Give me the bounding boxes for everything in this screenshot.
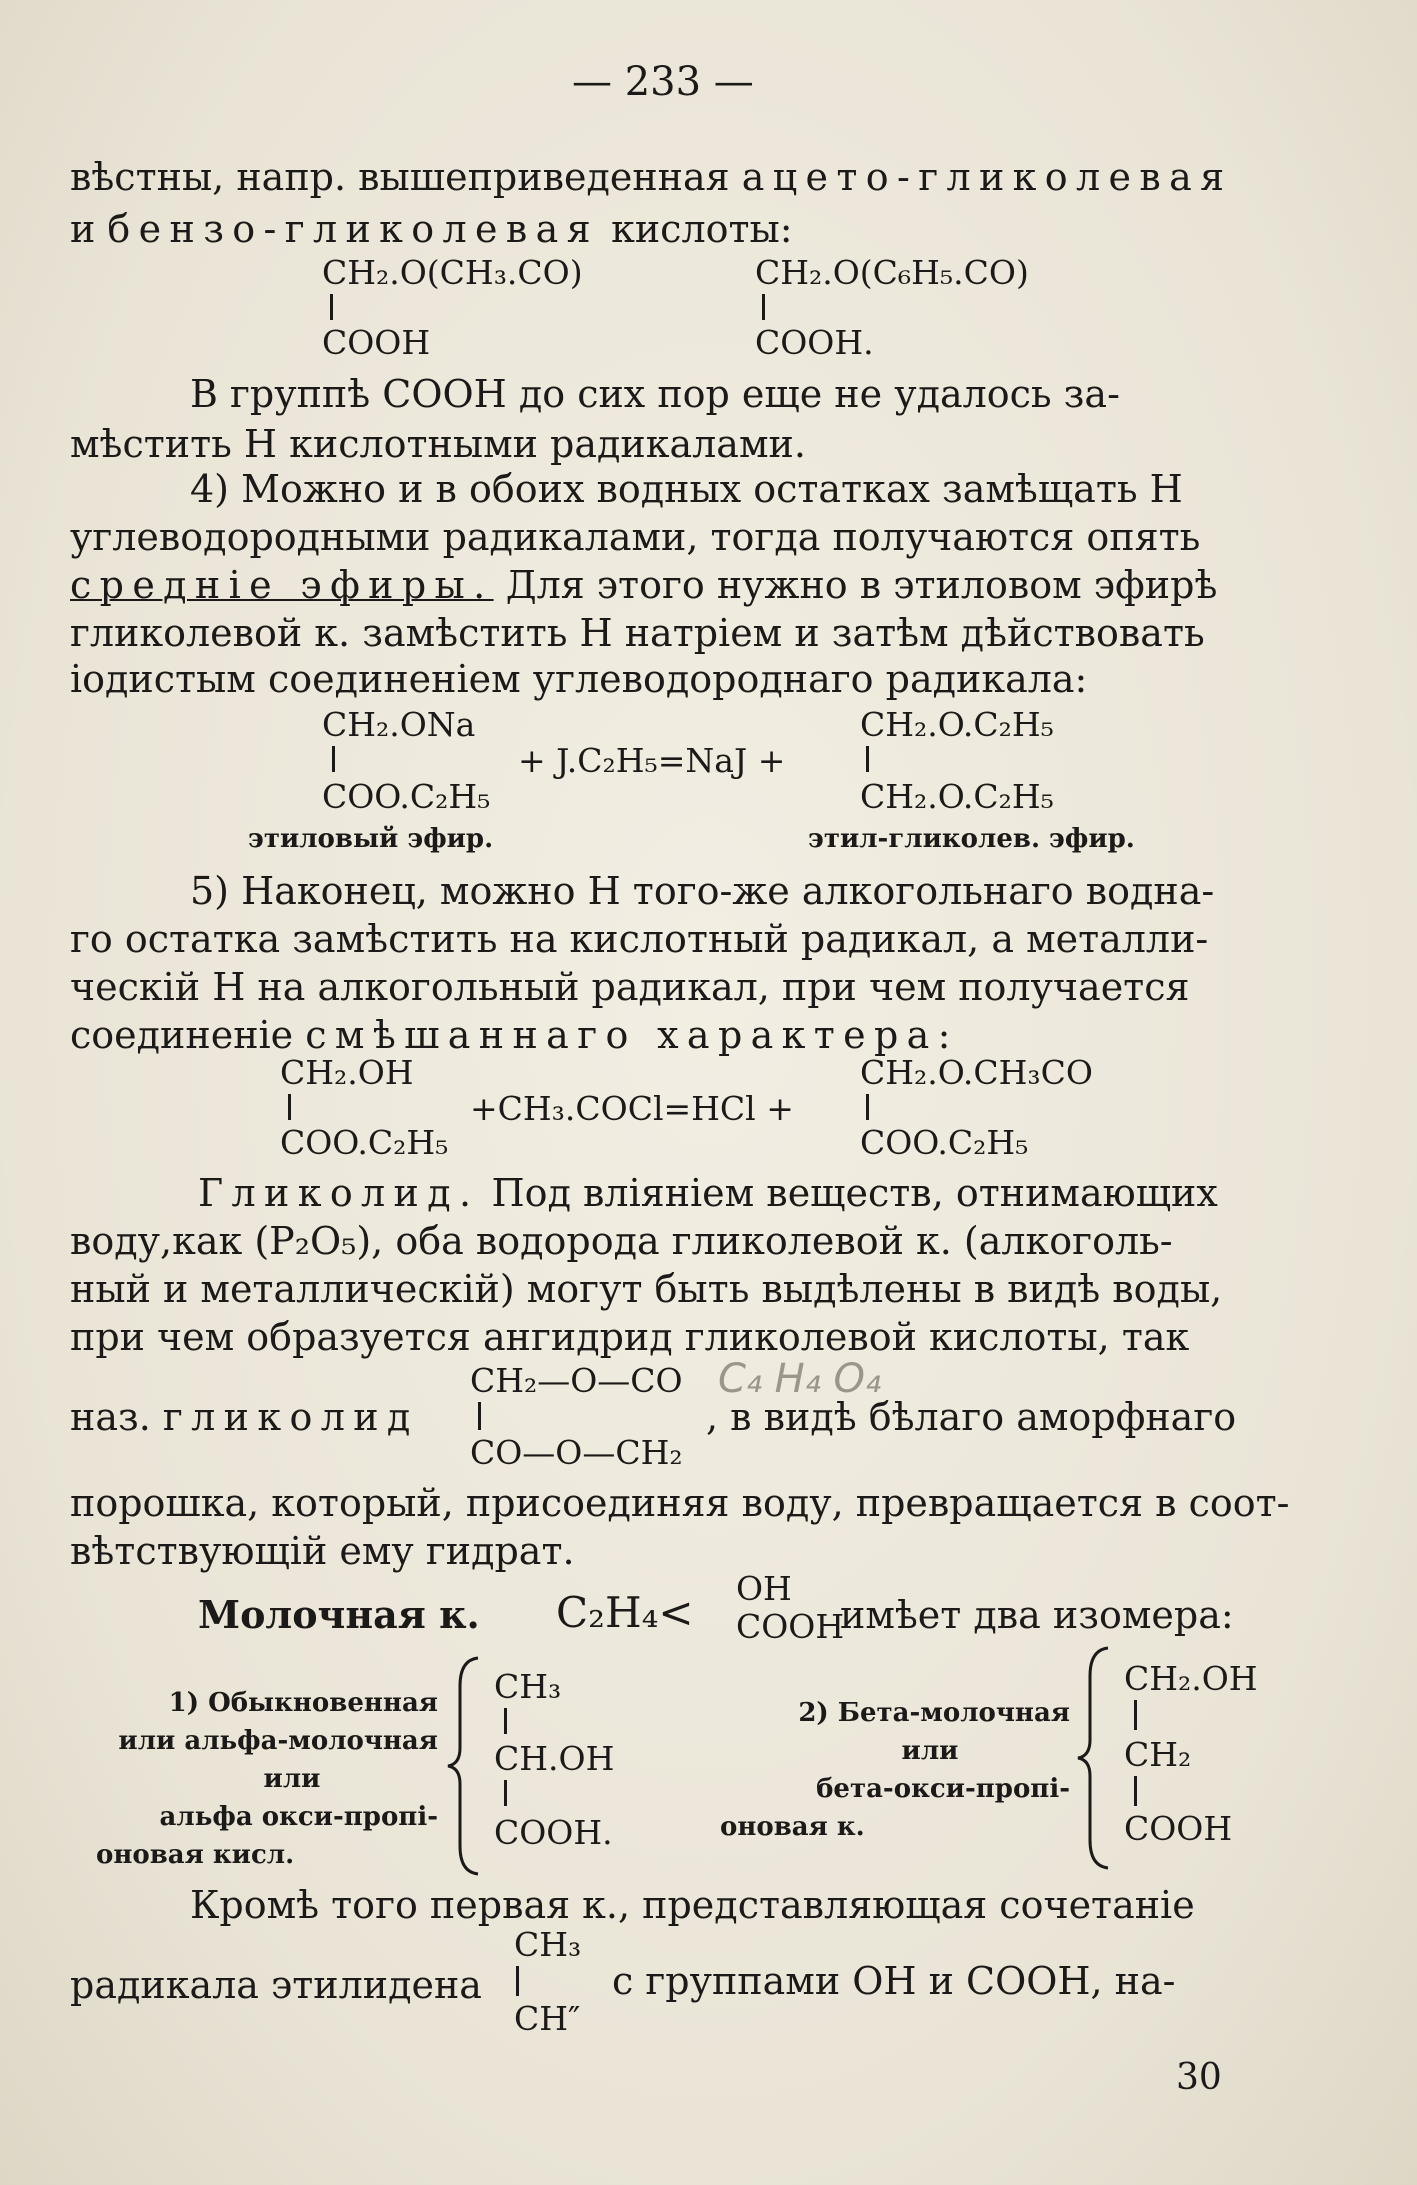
text-line: 4) Можно и в обоих водных остатках замѣщать Н xyxy=(190,467,1183,511)
left-brace-icon xyxy=(446,1656,486,1876)
beta-formula-1: CH₂.OH xyxy=(1124,1659,1258,1698)
text-line: ческій Н на алкогольный радикал, при чем получается xyxy=(70,965,1190,1009)
text-run: кислоты: xyxy=(611,207,793,251)
text-line: іодистым соединеніем углеводороднаго радикала: xyxy=(70,657,1088,701)
bond-line xyxy=(332,746,335,772)
term-glycolide: Гликолид. xyxy=(198,1171,480,1215)
bond-line xyxy=(762,294,765,320)
bond-line xyxy=(516,1966,519,1996)
text-line xyxy=(70,1013,959,1057)
label-line: или xyxy=(901,1736,959,1766)
label-line: 1) Обыкновенная xyxy=(168,1688,438,1718)
label-line: альфа окси-пропі- xyxy=(159,1802,438,1832)
eq1-middle: + J.C₂H₅=NaJ + xyxy=(518,741,786,780)
formula-aceto-bottom: COOH xyxy=(322,323,431,362)
text-line: при чем образуется ангидрид гликолевой кислоты, так xyxy=(70,1315,1190,1359)
bond-line xyxy=(504,1708,507,1734)
text-line: воду,как (P₂O₅), оба водорода гликолевой к. (алкоголь- xyxy=(70,1219,1173,1263)
bond-line xyxy=(866,746,869,772)
alpha-formula-3: COOH. xyxy=(494,1813,613,1852)
term-middle-ethers: средніе эфиры. xyxy=(70,563,494,607)
text-run: вѣстны, напр. вышеприведенная xyxy=(70,155,730,199)
text-line: Кромѣ того первая к., представляющая сочетаніе xyxy=(190,1883,1195,1927)
text-run: наз. xyxy=(70,1395,151,1439)
isomer-beta-label xyxy=(720,1694,1070,1846)
label-line: бета-окси-пропі- xyxy=(816,1774,1070,1804)
bond-line xyxy=(330,294,333,320)
page-number: — 233 — xyxy=(572,59,754,105)
lactic-cooh: COOH xyxy=(736,1607,845,1646)
bond-line xyxy=(1134,1776,1137,1806)
label-line: или xyxy=(263,1764,321,1794)
eq2-middle: +CH₃.COCl=HCl + xyxy=(470,1089,794,1128)
text-line: радикала этилидена xyxy=(70,1963,482,2007)
term-glycolide: гликолид xyxy=(162,1395,419,1439)
text-line: , в видѣ бѣлаго аморфнаго xyxy=(706,1395,1237,1439)
eq1-left-label: этиловый эфир. xyxy=(248,824,494,854)
bond-line xyxy=(504,1780,507,1806)
signature-mark: 30 xyxy=(1176,2057,1222,2098)
text-run: Для этого нужно в этиловом эфирѣ xyxy=(505,563,1218,607)
text-line: В группѣ СООН до сих пор еще не удалось за- xyxy=(190,372,1120,416)
glycolide-bottom: CO—O—CH₂ xyxy=(470,1433,683,1472)
text-line xyxy=(70,1395,419,1439)
text-line: 5) Наконец, можно Н того-же алкогольнаго водна- xyxy=(190,869,1215,913)
eq2-left-bottom: COO.C₂H₅ xyxy=(280,1123,449,1162)
eq1-left-bottom: COO.C₂H₅ xyxy=(322,777,491,816)
eq2-right-bottom: COO.C₂H₅ xyxy=(860,1123,1029,1162)
label-line: 2) Бета-молочная xyxy=(798,1698,1070,1728)
text-line-1 xyxy=(70,155,1233,199)
formula-aceto-top: CH₂.O(CH₃.CO) xyxy=(322,253,583,292)
formula-benzo-top: CH₂.O(C₆H₅.CO) xyxy=(755,253,1029,292)
bond-line xyxy=(866,1094,869,1120)
text-run: Под вліяніем веществ, отнимающих xyxy=(491,1171,1218,1215)
pencil-annotation: C₄ H₄ O₄ xyxy=(718,1356,882,1402)
text-line: мѣстить Н кислотными радикалами. xyxy=(70,422,806,466)
beta-formula-3: COOH xyxy=(1124,1809,1233,1848)
lactic-formula: C₂H₄< xyxy=(556,1588,694,1637)
glycolide-top: CH₂—O—CO xyxy=(470,1361,683,1400)
eq1-right-bottom: CH₂.O.C₂H₅ xyxy=(860,777,1054,816)
text-line-2 xyxy=(70,207,793,251)
bond-line xyxy=(1134,1700,1137,1730)
isomer-alpha-label xyxy=(86,1684,438,1874)
eq2-left-top: CH₂.OH xyxy=(280,1053,414,1092)
text-line: ный и металлическій) могут быть выдѣлены в видѣ воды, xyxy=(70,1267,1223,1311)
beta-formula-2: CH₂ xyxy=(1124,1735,1192,1774)
text-line: углеводородными радикалами, тогда получаются опять xyxy=(70,515,1201,559)
text-line: с группами ОН и СООН, на- xyxy=(612,1959,1176,2003)
text-run: и xyxy=(70,207,96,251)
alpha-formula-1: CH₃ xyxy=(494,1667,562,1706)
ethylidene-top: CH₃ xyxy=(514,1925,582,1964)
bond-line xyxy=(288,1094,291,1120)
text-line: гликолевой к. замѣстить Н натріем и затѣм дѣйствовать xyxy=(70,611,1205,655)
text-run: соединеніе xyxy=(70,1013,294,1057)
bond-line xyxy=(478,1402,481,1430)
text-line: вѣтствующій ему гидрат. xyxy=(70,1529,575,1573)
label-line: оновая кисл. xyxy=(96,1840,295,1870)
eq1-right-label: этил-гликолев. эфир. xyxy=(808,824,1135,854)
label-line: или альфа-молочная xyxy=(118,1726,438,1756)
term-benzo-glycolic: бензо-гликолевая xyxy=(107,207,599,251)
text-line xyxy=(198,1171,1218,1215)
text-line: порошка, который, присоединяя воду, превращается в соот- xyxy=(70,1481,1290,1525)
term-mixed-character: смѣшаннаго характера: xyxy=(305,1013,959,1057)
ethylidene-bottom: CH″ xyxy=(514,1999,581,2038)
eq1-right-top: CH₂.O.C₂H₅ xyxy=(860,705,1054,744)
eq2-right-top: CH₂.O.CH₃CO xyxy=(860,1053,1093,1092)
text-line xyxy=(70,563,1218,607)
heading-lactic-acid: Молочная к. xyxy=(198,1592,480,1637)
text-line: го остатка замѣстить на кислотный радикал, а металли- xyxy=(70,917,1209,961)
left-brace-icon xyxy=(1076,1646,1116,1870)
formula-benzo-bottom: COOH. xyxy=(755,323,874,362)
text-line: имѣет два изомера: xyxy=(840,1593,1234,1637)
term-aceto-glycolic: ацето-гликолевая xyxy=(741,155,1233,199)
label-line: оновая к. xyxy=(720,1812,865,1842)
alpha-formula-2: CH.OH xyxy=(494,1739,615,1778)
eq1-left-top: CH₂.ONa xyxy=(322,705,476,744)
lactic-oh: OH xyxy=(736,1569,792,1608)
